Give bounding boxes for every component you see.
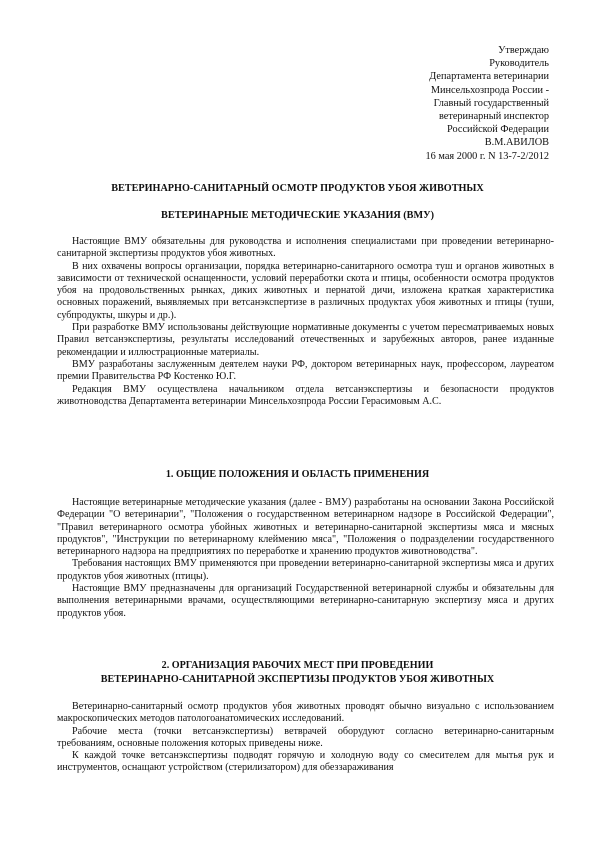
intro-text <box>57 236 554 408</box>
approval-line-approve: Утверждаю <box>498 45 549 56</box>
approval-stamp-block <box>329 44 549 163</box>
section-1-paragraph: Требования настоящих ВМУ применяются при проведении ветеринарно-санитарной экспертизы мяса и других продуктов убоя животных (птицы). <box>57 558 554 582</box>
approval-line-department: Департамента ветеринарии <box>429 71 549 83</box>
section-2-heading <box>40 659 555 686</box>
approval-line-date-number: 16 мая 2000 г. N 13-7-2/2012 <box>425 150 549 162</box>
section-2-text <box>57 701 554 775</box>
approval-line-inspector: ветеринарный инспектор <box>438 111 549 123</box>
section-2-paragraph: Ветеринарно-санитарный осмотр продуктов убоя животных проводят обычно визуально с использованием макроскопических методов патологоанатомических исследований. <box>57 701 554 725</box>
section-2-heading-line: ВЕТЕРИНАРНО-САНИТАРНОЙ ЭКСПЕРТИЗЫ ПРОДУКТОВ УБОЯ ЖИВОТНЫХ <box>100 673 495 685</box>
document-subtitle: ВЕТЕРИНАРНЫЕ МЕТОДИЧЕСКИЕ УКАЗАНИЯ (ВМУ) <box>161 210 434 221</box>
approval-line-country: Российской Федерации <box>447 124 549 136</box>
intro-paragraph: Настоящие ВМУ обязательны для руководства и исполнения специалистами при проведении ветеринарно-санитарной экспертизы продуктов убоя животных. <box>57 236 554 260</box>
approval-line-signatory: В.М.АВИЛОВ <box>484 137 549 149</box>
section-2-heading-line: 2. ОРГАНИЗАЦИЯ РАБОЧИХ МЕСТ ПРИ ПРОВЕДЕНИИ <box>161 660 434 671</box>
approval-line-chief: Главный государственный <box>433 97 549 109</box>
approval-line-ministry: Минсельхозпрода России - <box>430 84 549 96</box>
intro-paragraph: В них охвачены вопросы организации, порядка ветеринарно-санитарного осмотра туш и органов животных в зависимости от технической оснащенности, условий переработки скота и птицы, особенности осмотра продуктов убоя на продовольственных рынках, диких животных и пернатой дичи, изложена краткая характеристика основных поражений, выявляемых при ветсанэкспертизе в различных продуктах убоя животных и птицы (туши, субпродукты, шкуры и др.). <box>57 260 554 321</box>
section-1-paragraph: Настоящие ветеринарные методические указания (далее - ВМУ) разработаны на основании Закона Российской Федерации "О ветеринарии", "Положения о государственном ветеринарном надзоре в Российской Федерации", "Правил ветеринарного осмотра убойных животных и ветеринарно-санитарной экспертизы мяса и мясных продуктов", "Инструкции по ветеринарному клеймению мяса", "Положения о подразделении государственного ветеринарного надзора на предприятиях по переработке и хранению продуктов животноводства". <box>57 497 554 558</box>
section-1-paragraph: Настоящие ВМУ предназначены для организаций Государственной ветеринарной службы и обязательны для выполнения ветеринарными врачами, осуществляющими ветеринарно-санитарную экспертизу мяса и других продуктов убоя. <box>57 583 554 619</box>
document-title: ВЕТЕРИНАРНО-САНИТАРНЫЙ ОСМОТР ПРОДУКТОВ УБОЯ ЖИВОТНЫХ <box>111 183 484 194</box>
approval-line-position: Руководитель <box>489 58 549 70</box>
intro-paragraph: При разработке ВМУ использованы действующие нормативные документы с учетом пересматриваемых новых Правил ветсанэкспертизы, результаты исследований отечественных и зарубежных авторов, ранее изданные рекомендации и иллюстрационные материалы. <box>57 322 554 358</box>
section-1-heading: 1. ОБЩИЕ ПОЛОЖЕНИЯ И ОБЛАСТЬ ПРИМЕНЕНИЯ <box>165 469 430 480</box>
section-2-paragraph: К каждой точке ветсанэкспертизы подводят горячую и холодную воду со смесителем для мытья рук и инструментов, оснащают устройством (стерилизатором) для обеззараживания <box>57 750 554 774</box>
section-2-paragraph: Рабочие места (точки ветсанэкспертизы) ветврачей оборудуют согласно ветеринарно-санитарным требованиям, основные положения которых приведены ниже. <box>57 725 554 749</box>
intro-paragraph: ВМУ разработаны заслуженным деятелем науки РФ, доктором ветеринарных наук, профессором, лауреатом премии Правительства РФ Костенко Ю.Г. <box>57 358 554 383</box>
intro-paragraph: Редакция ВМУ осуществлена начальником отдела ветсанэкспертизы и безопасности продуктов животноводства Департамента ветеринарии Минсельхозпрода России Герасимовым А.С. <box>57 383 554 407</box>
section-1-text <box>57 497 554 620</box>
